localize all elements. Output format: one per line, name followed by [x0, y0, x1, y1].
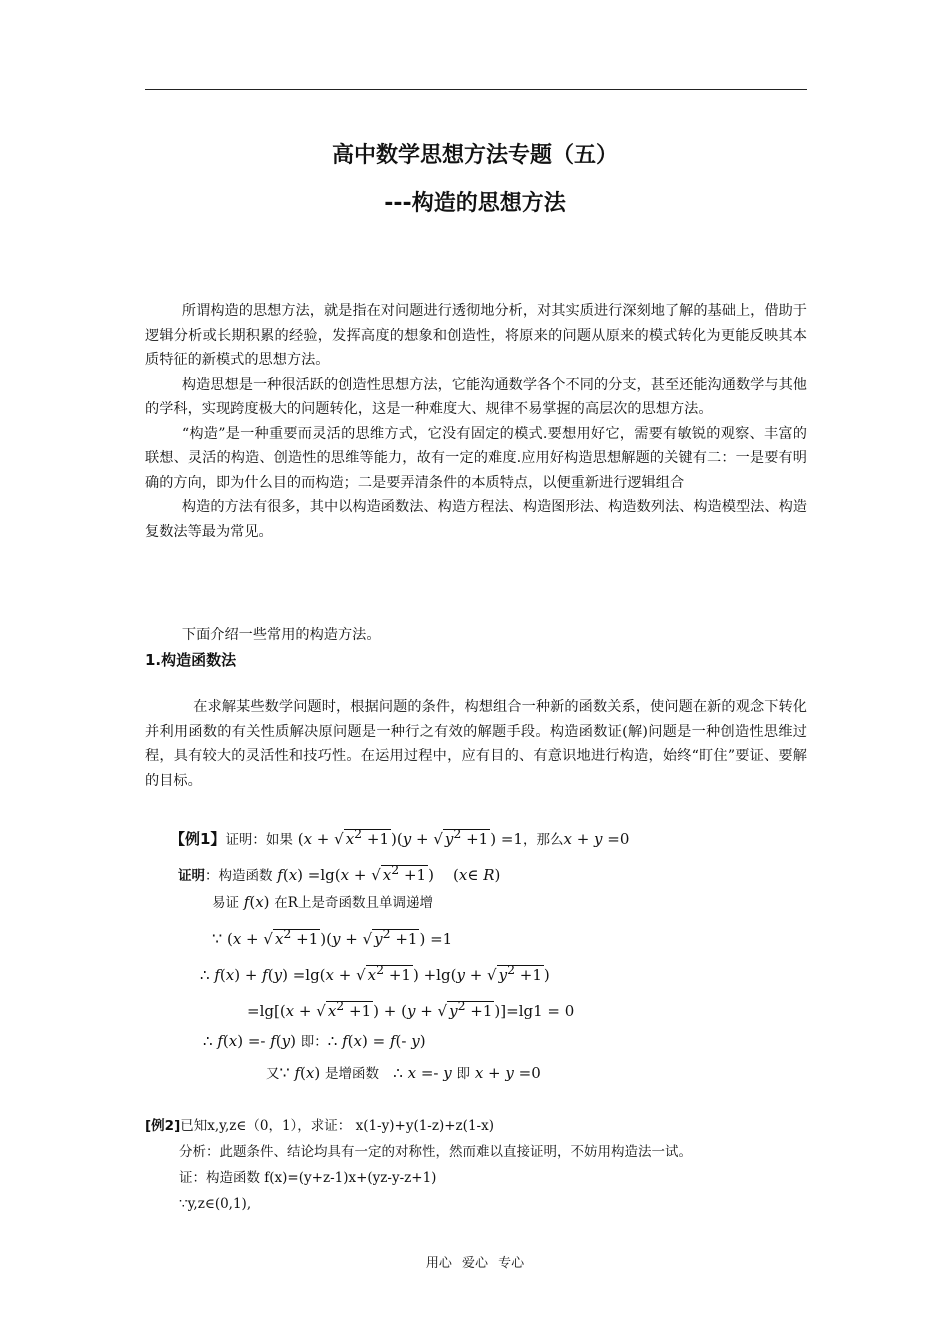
example1-given-eq: ∵ (x + √ $x^2 +1$ )(y + √ $y^2 +1$ ) =1 [212, 926, 453, 948]
page-footer: 用心 爱心 专心 [425, 1256, 525, 1271]
section-heading: 1.构造函数法 [145, 651, 237, 669]
example1-proof-construct: 证明：构造函数 f(x) =lg(x + √ $x^2 +1$ ) (x∈ R) [178, 862, 501, 884]
example1-label: 【例1】 [170, 830, 226, 848]
example2-proof: 证：构造函数 f(x)=(y+z-1)x+(yz-y-z+1) [179, 1170, 437, 1186]
example1-odd-conclusion: ∴ f(x) =- f(y) 即：∴ f(x) = f(- y) [203, 1032, 426, 1050]
example2-since: ∵y,z∈(0,1), [179, 1196, 252, 1212]
example1-statement: 【例1】证明：如果 (x + √ $x^2 +1$ )(y + √ $y^2 +1$ ) =1，那么x + y =0 [170, 826, 630, 848]
example1-sum-line: ∴ f(x) + f(y) =lg(x + √ $x^2 +1$ ) +lg(y + √ $y^2 +1$ ) [200, 962, 550, 984]
example2-statement: [例2]已知x,y,z∈（0，1），求证： x(1-y)+y(1-z)+z(1-x) [145, 1118, 494, 1134]
section-paragraph-text: 在求解某些数学问题时，根据问题的条件，构想组合一种新的函数关系，使问题在新的观念下转化并利用函数的有关性质解决原问题是一种行之有效的解题手段。构造函数证(解)问题是一种创造性思维过程，具有较大的灵活性和技巧性。在运用过程中，应有目的、有意识地进行构造，始终“盯住”要证、要解的目标。 [145, 699, 807, 789]
intro-paragraph-4: 构造的方法有很多，其中以构造函数法、构造方程法、构造图形法、构造数列法、构造模型法、构造复数法等最为常见。 [145, 499, 807, 540]
document-subtitle: ---构造的思想方法 [384, 191, 566, 216]
document-title: 高中数学思想方法专题（五） [331, 143, 618, 168]
example2 [145, 1113, 807, 1217]
intro-paragraph-1: 所谓构造的思想方法，就是指在对问题进行透彻地分析，对其实质进行深刻地了解的基础上，借助于逻辑分析或长期积累的经验，发挥高度的想象和创造性，将原来的问题从原来的模式转化为更能反映其本质特征的新模式的思想方法。 [145, 303, 807, 368]
because-symbol: ∵ [212, 929, 223, 948]
example1-product-line: =lg[(x + √ $x^2 +1$ ) + (y + √ $y^2 +1$ )]=lg1 = 0 [247, 998, 575, 1020]
intro-paragraph-2: 构造思想是一种很活跃的创造性思想方法，它能沟通数学各个不同的分支，甚至还能沟通数学与其他的学科，实现跨度极大的问题转化，这是一种难度大、规律不易掌握的高层次的思想方法。 [145, 376, 807, 417]
example2-label: [例2] [145, 1118, 181, 1134]
intro-paragraph-3: “构造”是一种重要而灵活的思维方式，它没有固定的模式.要想用好它，需要有敏锐的观察、丰富的联想、灵活的构造、创造性的思维等能力，故有一定的难度.应用好构造思想解题的关键有二：一是要有明确的方向，即为什么目的而构造；二是要弄清条件的本质特点，以便重新进行逻辑组合 [145, 425, 807, 491]
intro-next-text: 下面介绍一些常用的构造方法。 [181, 627, 381, 643]
intro-section [145, 299, 807, 544]
intro-next [145, 623, 807, 648]
example1-odd-increasing: 易证 f(x) 在R上是奇函数且单调递增 [212, 893, 433, 911]
example2-analysis: 分析：此题条件、结论均具有一定的对称性，然而难以直接证明，不妨用构造法一试。 [179, 1144, 692, 1160]
header-rule [145, 89, 807, 90]
example1-final: 又∵ f(x) 是增函数 ∴ x =- y 即 x + y =0 [266, 1063, 541, 1082]
section-paragraph [145, 695, 807, 793]
